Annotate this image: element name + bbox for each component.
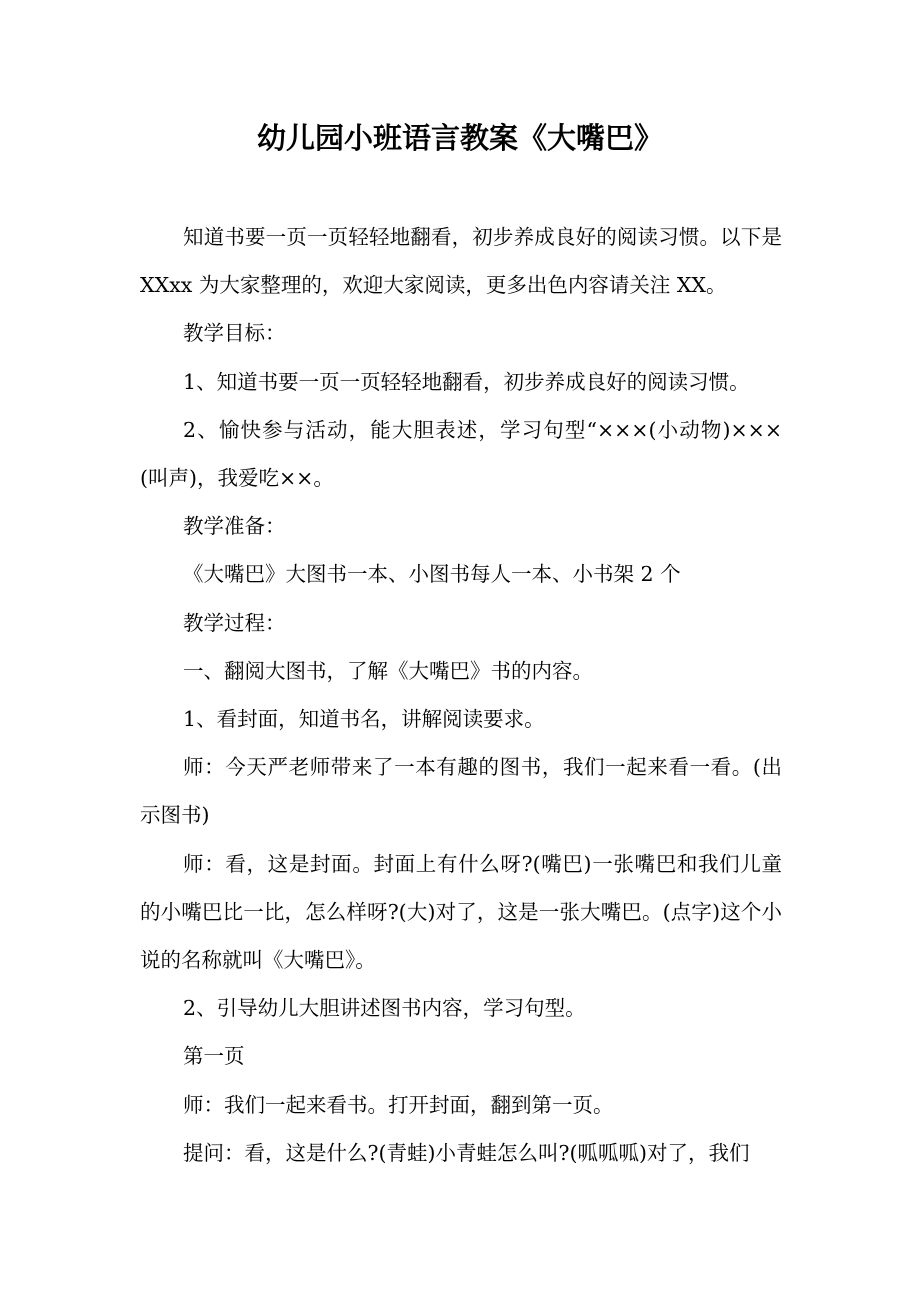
- teacher-line-1: 师：今天严老师带来了一本有趣的图书，我们一起来看一看。(出示图书): [140, 755, 782, 828]
- paragraph-intro: 知道书要一页一页轻轻地翻看，初步养成良好的阅读习惯。以下是 XXxx 为大家整理的，欢迎大家阅读，更多出色内容请关注 XX。: [140, 225, 782, 298]
- teacher-line-3: 师：我们一起来看书。打开封面，翻到第一页。: [183, 1092, 614, 1117]
- document-body: [140, 213, 782, 1177]
- goal-item-1: 1、知道书要一页一页轻轻地翻看，初步养成良好的阅读习惯。: [183, 369, 750, 394]
- document-title: 幼儿园小班语言教案《大嘴巴》: [256, 121, 663, 155]
- process-section-1: 一、翻阅大图书，了解《大嘴巴》书的内容。: [183, 658, 594, 683]
- preparation-item: 《大嘴巴》大图书一本、小图书每人一本、小书架 2 个: [183, 562, 681, 587]
- process-step-2: 2、引导幼儿大胆讲述图书内容，学习句型。: [183, 996, 586, 1021]
- question-line-1: 提问：看，这是什么?(青蛙)小青蛙怎么叫?(呱呱呱)对了，我们: [183, 1140, 750, 1165]
- page-one-heading: 第一页: [183, 1044, 245, 1069]
- teacher-line-2: 师：看，这是封面。封面上有什么呀?(嘴巴)一张嘴巴和我们儿童的小嘴巴比一比，怎么样呀?(大)对了，这是一张大嘴巴。(点字)这个小说的名称就叫《大嘴巴》。: [140, 851, 782, 973]
- goal-item-2: 2、愉快参与活动，能大胆表述，学习句型“×××(小动物)×××(叫声)，我爱吃××。: [140, 417, 782, 491]
- process-step-1: 1、看封面，知道书名，讲解阅读要求。: [183, 707, 545, 732]
- heading-teaching-preparation: 教学准备：: [183, 514, 286, 539]
- heading-teaching-process: 教学过程：: [183, 610, 286, 635]
- heading-teaching-goals: 教学目标：: [183, 321, 286, 346]
